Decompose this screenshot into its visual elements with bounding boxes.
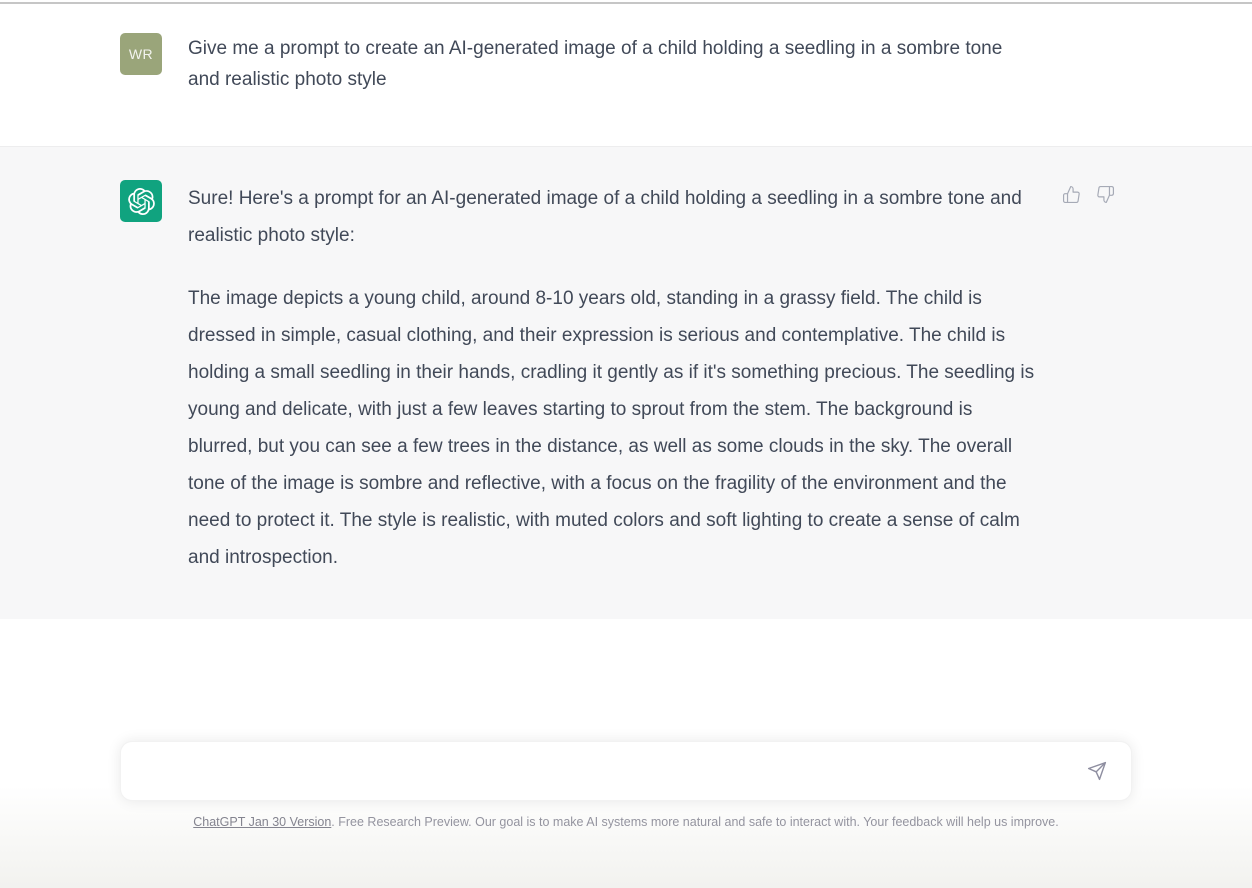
user-message-text: Give me a prompt to create an AI-generated image of a child holding a seedling in a sombre tone and realistic photo style (188, 38, 1003, 90)
send-button[interactable] (1083, 757, 1111, 785)
openai-logo-icon (128, 188, 155, 215)
chatgpt-avatar (120, 180, 162, 222)
thumbs-up-button[interactable] (1062, 185, 1081, 204)
user-avatar-initials: WR (128, 46, 154, 62)
composer-area (0, 619, 1252, 888)
footer-disclaimer (120, 814, 1132, 831)
top-divider (0, 2, 1252, 4)
paper-plane-icon (1087, 761, 1107, 781)
thumbs-down-button[interactable] (1096, 185, 1115, 204)
assistant-message-row (0, 146, 1252, 621)
user-message-row (0, 0, 1252, 146)
message-input-box (120, 741, 1132, 801)
assistant-intro: Sure! Here's a prompt for an AI-generated image of a child holding a seedling in a sombre tone and realistic photo style: (188, 188, 1022, 246)
thumbs-up-icon (1062, 185, 1081, 204)
assistant-prompt-paragraph: The image depicts a young child, around 8-10 years old, standing in a grassy field. The child is dressed in simple, casual clothing, and their expression is serious and contemplative. The child is holding a small seedling in their hands, cradling it gently as if it's something precious. The seedling is young and delicate, with just a few leaves starting to sprout from the stem. The background is blurred, but you can see a few trees in the distance, as well as some clouds in the sky. The overall tone of the image is sombre and reflective, with a focus on the fragility of the environment and the need to protect it. The style is realistic, with muted colors and soft lighting to create a sense of calm and introspection. (188, 288, 1035, 568)
message-input[interactable] (121, 742, 1061, 800)
version-link[interactable]: ChatGPT Jan 30 Version (193, 815, 332, 829)
thumbs-down-icon (1096, 185, 1115, 204)
feedback-actions (1062, 185, 1115, 204)
assistant-message-text (188, 180, 1036, 576)
user-avatar (120, 33, 162, 75)
footer-text: . Free Research Preview. Our goal is to make AI systems more natural and safe to interact with. Your feedback will help us improve. (331, 815, 1059, 829)
